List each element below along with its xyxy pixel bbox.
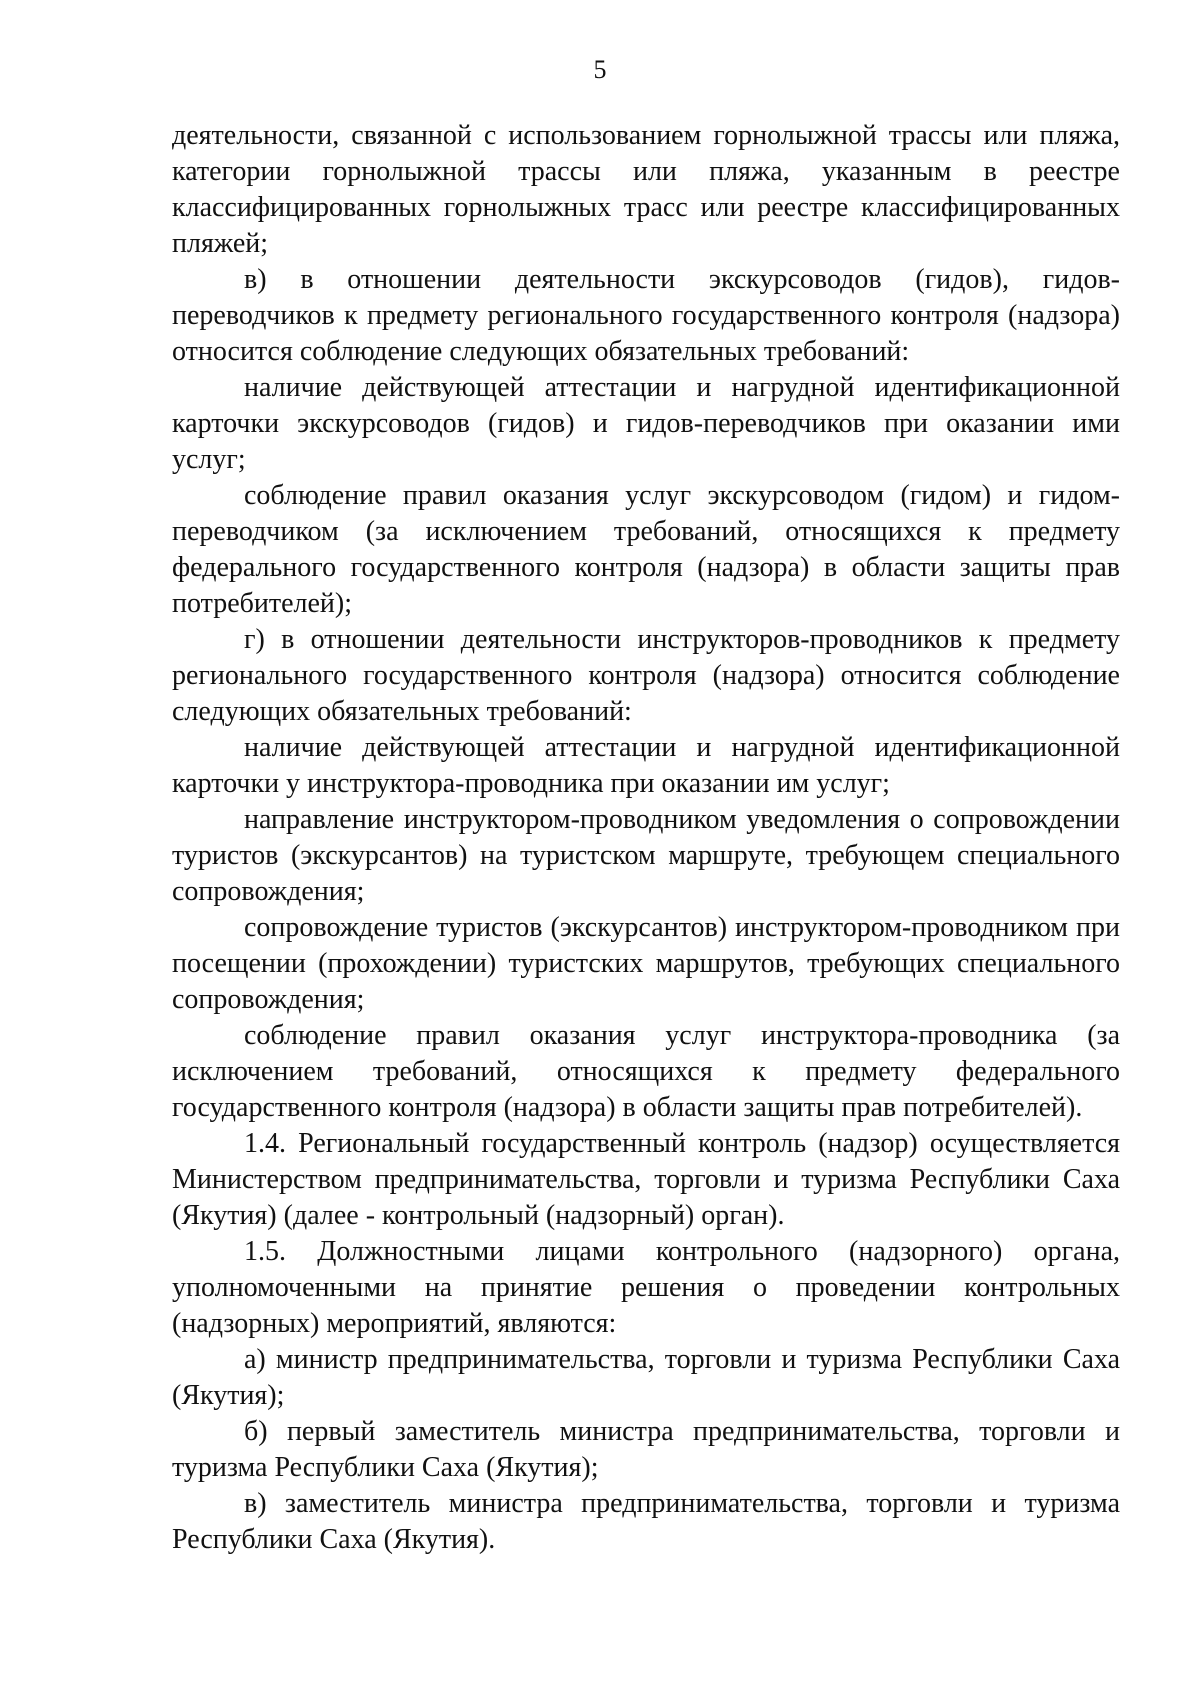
paragraph-continuation: деятельности, связанной с использованием горнолыжной трассы или пляжа, категории горнолыжной трассы или пляжа, указанным в реестре классифицированных горнолыжных трасс или реестре классифицированных пляжей;	[172, 120, 1120, 259]
paragraph-instructor-attestation: наличие действующей аттестации и нагрудной идентификационной карточки у инструктора-проводника при оказании им услуг;	[172, 732, 1120, 799]
paragraph-instructor-notification: направление инструктором-проводником уведомления о сопровождении туристов (экскурсантов) на туристском маршруте, требующем специального сопровождения;	[172, 804, 1120, 907]
paragraph-item-b-first-deputy: б) первый заместитель министра предпринимательства, торговли и туризма Республики Саха (Якутия);	[172, 1416, 1120, 1483]
paragraph-item-v-guides: в) в отношении деятельности экскурсоводов (гидов), гидов-переводчиков к предмету регионального государственного контроля (надзора) относится соблюдение следующих обязательных требований:	[172, 264, 1120, 367]
page-number: 5	[593, 55, 607, 84]
paragraph-item-g-instructors: г) в отношении деятельности инструкторов-проводников к предмету регионального государственного контроля (надзора) относится соблюдение следующих обязательных требований:	[172, 624, 1120, 727]
paragraph-instructor-rules: соблюдение правил оказания услуг инструктора-проводника (за исключением требований, относящихся к предмету федерального государственного контроля (надзора) в области защиты прав потребителей).	[172, 1020, 1120, 1123]
paragraph-item-a-minister: а) министр предпринимательства, торговли и туризма Республики Саха (Якутия);	[172, 1344, 1120, 1411]
paragraph-item-v-deputy: в) заместитель министра предпринимательства, торговли и туризма Республики Саха (Якутия).	[172, 1488, 1120, 1555]
paragraph-guide-attestation: наличие действующей аттестации и нагрудной идентификационной карточки экскурсоводов (гидов) и гидов-переводчиков при оказании ими услуг;	[172, 372, 1120, 475]
document-body	[172, 118, 1120, 1558]
paragraph-guide-rules: соблюдение правил оказания услуг экскурсоводом (гидом) и гидом-переводчиком (за исключением требований, относящихся к предмету федерального государственного контроля (надзора) в области защиты прав потребителей);	[172, 480, 1120, 619]
paragraph-section-1-5: 1.5. Должностными лицами контрольного (надзорного) органа, уполномоченными на принятие решения о проведении контрольных (надзорных) мероприятий, являются:	[172, 1236, 1120, 1339]
paragraph-section-1-4: 1.4. Региональный государственный контроль (надзор) осуществляется Министерством предпринимательства, торговли и туризма Республики Саха (Якутия) (далее - контрольный (надзорный) орган).	[172, 1128, 1120, 1231]
paragraph-instructor-escort: сопровождение туристов (экскурсантов) инструктором-проводником при посещении (прохождении) туристских маршрутов, требующих специального сопровождения;	[172, 912, 1120, 1015]
